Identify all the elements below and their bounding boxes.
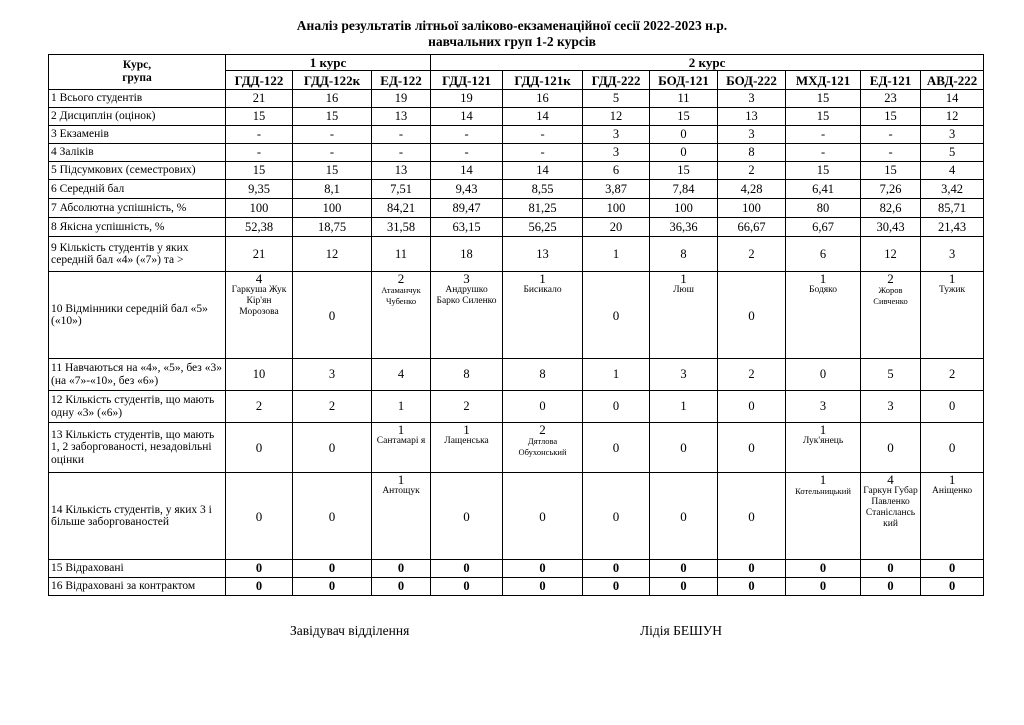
table-row [49,237,984,272]
table-cell: - [431,126,503,144]
student-count: 0 [748,307,755,323]
student-count: 0 [680,508,687,524]
table-cell [226,423,293,473]
header-group: АВД-222 [921,71,984,90]
table-cell: 3 [718,90,786,108]
table-cell: 15 [293,162,372,180]
table-row [49,218,984,237]
student-count: 0 [612,307,620,323]
table-cell: 81,25 [503,199,583,218]
table-cell [226,473,293,560]
student-names: Сантамарі я [376,436,426,446]
row-label: 6 Середній бал [49,180,226,199]
table-row [49,423,984,473]
table-cell: 0 [921,391,984,423]
student-count: 1 [948,472,956,487]
header-group: ГДД-121 [431,71,503,90]
table-cell: 31,58 [372,218,431,237]
table-cell: - [861,126,921,144]
table-cell: 6 [583,162,650,180]
table-cell: 10 [226,359,293,391]
table-cell: 0 [583,578,650,596]
table-cell: 16 [293,90,372,108]
table-cell: 0 [372,560,431,578]
student-count: 1 [819,422,827,437]
student-count: 1 [680,271,687,286]
student-count: 1 [819,472,827,487]
table-cell: 21 [226,90,293,108]
table-cell: 15 [861,162,921,180]
table-cell: 12 [583,108,650,126]
table-cell [431,272,503,359]
table-cell: 6,67 [786,218,861,237]
student-count: 0 [328,440,336,455]
table-cell: 0 [226,560,293,578]
table-cell: 13 [372,162,431,180]
table-cell: 3,87 [583,180,650,199]
student-names: Жоров Сивченко [873,285,908,306]
student-count: 0 [463,508,470,524]
table-cell: 5 [921,144,984,162]
table-cell: 12 [921,108,984,126]
table-cell [921,473,984,560]
table-cell: 19 [431,90,503,108]
table-cell: 0 [718,560,786,578]
table-cell: 56,25 [503,218,583,237]
table-cell: 0 [431,560,503,578]
table-cell: 0 [293,560,372,578]
table-cell: 4,28 [718,180,786,199]
header-corner-group: група [122,72,152,84]
table-cell: 0 [583,391,650,423]
table-cell: 12 [861,237,921,272]
table-cell: 0 [921,578,984,596]
table-cell [503,272,583,359]
table-cell: 2 [293,391,372,423]
table-cell: 0 [583,560,650,578]
table-cell: 7,51 [372,180,431,199]
table-cell [861,423,921,473]
table-cell: 15 [786,90,861,108]
table-cell: 3 [583,144,650,162]
table-cell: 3 [583,126,650,144]
table-cell: 14 [503,162,583,180]
row-label: 14 Кількість студентів, у яких 3 і більше заборгованостей [49,473,226,560]
table-cell: 3 [718,126,786,144]
table-cell: 13 [372,108,431,126]
table-cell [861,272,921,359]
table-cell: 0 [503,391,583,423]
row-label: 9 Кількість студентів у яких середній бал «4» («7») та > [49,237,226,272]
table-cell: 15 [226,162,293,180]
student-names: Бисикало [523,285,562,295]
table-cell: 4 [372,359,431,391]
table-cell: 16 [503,90,583,108]
table-row [49,391,984,423]
table-cell [786,272,861,359]
table-cell: 80 [786,199,861,218]
table-cell: 2 [921,359,984,391]
table-cell [718,272,786,359]
table-cell: - [293,144,372,162]
header-group: ЕД-121 [861,71,921,90]
table-cell [650,272,718,359]
table-cell [372,423,431,473]
table-cell: 0 [431,578,503,596]
table-cell [372,473,431,560]
table-cell [431,423,503,473]
table-cell: 8,55 [503,180,583,199]
table-cell: 0 [786,359,861,391]
table-row [49,162,984,180]
table-cell: 5 [861,359,921,391]
table-cell: 3 [786,391,861,423]
table-row [49,359,984,391]
header-group: БОД-121 [650,71,718,90]
table-cell: 8 [503,359,583,391]
row-label: 8 Якісна успішність, % [49,218,226,237]
table-cell: 8 [431,359,503,391]
table-cell: 15 [786,108,861,126]
table-cell: 0 [650,126,718,144]
header-row-courses [49,55,984,71]
table-cell: 18,75 [293,218,372,237]
table-cell: - [786,144,861,162]
student-count: 0 [328,508,336,524]
table-cell [503,473,583,560]
table-cell [503,423,583,473]
table-cell: - [503,126,583,144]
table-cell: 14 [431,108,503,126]
header-corner-course: Курс, [122,59,152,71]
table-cell [293,272,372,359]
student-count: 1 [539,271,546,286]
header-course-2: 2 курс [431,55,984,71]
student-count: 1 [948,271,956,286]
student-count: 0 [612,508,620,524]
table-cell: 13 [503,237,583,272]
student-names: Лук'янець [802,436,844,446]
student-count: 0 [887,440,894,455]
table-cell: 2 [718,162,786,180]
table-cell: 6,41 [786,180,861,199]
table-cell: 13 [718,108,786,126]
table-cell: 85,71 [921,199,984,218]
table-cell: 15 [786,162,861,180]
header-group: ГДД-222 [583,71,650,90]
table-cell: 15 [861,108,921,126]
table-cell: 100 [718,199,786,218]
table-cell: - [786,126,861,144]
row-label: 3 Екзаменів [49,126,226,144]
row-label: 5 Підсумкових (семестрових) [49,162,226,180]
student-names: Бодяко [809,285,838,295]
table-cell: - [293,126,372,144]
student-count: 2 [397,271,405,286]
table-cell: 1 [650,391,718,423]
table-cell: - [226,126,293,144]
table-cell: 21,43 [921,218,984,237]
table-cell [650,473,718,560]
table-cell: 3 [861,391,921,423]
student-count: 0 [539,508,546,524]
table-row [49,272,984,359]
row-label: 12 Кількість студентів, що мають одну «3» («6») [49,391,226,423]
table-cell: 9,43 [431,180,503,199]
header-group: ГДД-121к [503,71,583,90]
table-cell: 15 [226,108,293,126]
table-row [49,473,984,560]
table-cell: 18 [431,237,503,272]
table-cell: 63,15 [431,218,503,237]
student-names: Атаманчук Чубенко [381,285,421,306]
title-line-2: навчальних груп 1-2 курсів [428,34,596,49]
table-row [49,578,984,596]
header-group: ГДД-122 [226,71,293,90]
table-cell: 0 [861,560,921,578]
table-cell: 1 [372,391,431,423]
table-cell: 84,21 [372,199,431,218]
table-cell: 100 [293,199,372,218]
table-cell: 8,1 [293,180,372,199]
table-cell: - [372,126,431,144]
student-count: 0 [255,440,263,455]
table-cell: 0 [718,391,786,423]
header-group: МХД-121 [786,71,861,90]
table-cell: 15 [650,162,718,180]
table-cell [583,473,650,560]
table-cell: 23 [861,90,921,108]
table-cell: 0 [503,578,583,596]
table-cell [293,423,372,473]
header-corner [49,55,226,90]
table-cell [293,473,372,560]
table-cell: 100 [226,199,293,218]
student-names: Люш [673,285,694,295]
row-label: 11 Навчаються на «4», «5», без «3» (на «7»-«10», без «6») [49,359,226,391]
student-count: 1 [463,422,470,437]
table-cell: 3 [921,126,984,144]
student-count: 0 [948,440,956,455]
student-count: 1 [397,472,405,487]
table-cell: 0 [786,578,861,596]
title-line-1: Аналіз результатів літньої заліково-екзаменаційної сесії 2022-2023 н.р. [296,18,728,33]
header-group: ГДД-122к [293,71,372,90]
table-cell [583,272,650,359]
table-cell: 4 [921,162,984,180]
table-cell [921,423,984,473]
footer-signatory: Лідія БЕШУН [640,623,723,638]
header-group: ЕД-122 [372,71,431,90]
row-label: 7 Абсолютна успішність, % [49,199,226,218]
table-cell: 0 [718,578,786,596]
table-cell [650,423,718,473]
document-title [0,18,1024,50]
student-names: Котельницький [795,486,851,496]
row-label: 15 Відраховані [49,560,226,578]
table-cell: 89,47 [431,199,503,218]
table-cell: 3 [293,359,372,391]
student-count: 1 [397,422,405,437]
table-cell: 0 [650,578,718,596]
row-label: 1 Всього студентів [49,90,226,108]
table-cell: 20 [583,218,650,237]
table-cell: 0 [650,560,718,578]
table-cell: 9,35 [226,180,293,199]
table-cell [372,272,431,359]
table-cell [583,423,650,473]
student-names: Тужик [938,285,966,295]
table-row [49,108,984,126]
row-label: 16 Відраховані за контрактом [49,578,226,596]
table-cell: 100 [583,199,650,218]
student-count: 0 [328,307,336,323]
table-cell: 11 [372,237,431,272]
table-cell [921,272,984,359]
table-cell: 3 [650,359,718,391]
table-cell: 21 [226,237,293,272]
table-cell: 7,26 [861,180,921,199]
results-table [48,54,984,596]
table-cell: - [503,144,583,162]
student-count: 0 [680,440,687,455]
table-cell: 3 [921,237,984,272]
table-cell: 0 [921,560,984,578]
table-cell: 12 [293,237,372,272]
table-cell: 11 [650,90,718,108]
student-names: Лащенська [444,436,489,446]
student-count: 0 [748,440,755,455]
table-cell: 15 [293,108,372,126]
student-count: 0 [612,440,620,455]
table-cell: 100 [650,199,718,218]
footer-position: Завідувач відділення [290,623,410,638]
table-cell: 36,36 [650,218,718,237]
table-row [49,144,984,162]
table-cell: 2 [431,391,503,423]
table-cell: 7,84 [650,180,718,199]
header-group: БОД-222 [718,71,786,90]
table-cell [786,473,861,560]
row-label: 2 Дисциплін (оцінок) [49,108,226,126]
table-cell: - [226,144,293,162]
table-cell: 14 [431,162,503,180]
table-cell: 0 [861,578,921,596]
table-cell: 8 [650,237,718,272]
student-count: 4 [887,472,894,487]
student-count: 3 [463,271,470,286]
header-course-1: 1 курс [226,55,431,71]
table-cell: 5 [583,90,650,108]
table-cell: 52,38 [226,218,293,237]
student-names: Андрушко Барко Силенко [436,285,497,306]
table-cell: 6 [786,237,861,272]
table-cell: - [431,144,503,162]
student-names: Антощук [382,486,420,496]
table-row [49,90,984,108]
table-cell: 14 [921,90,984,108]
table-cell: 3,42 [921,180,984,199]
row-label: 4 Заліків [49,144,226,162]
table-cell: 0 [293,578,372,596]
table-cell: 2 [718,359,786,391]
table-cell: - [861,144,921,162]
student-names: Гаркуша Жук Кір'ян Морозова [231,285,287,317]
student-names: Аніщенко [932,486,973,496]
table-row [49,560,984,578]
table-cell: 30,43 [861,218,921,237]
table-cell: 0 [786,560,861,578]
student-count: 0 [748,508,755,524]
table-cell: 66,67 [718,218,786,237]
table-cell [226,272,293,359]
table-cell: 19 [372,90,431,108]
table-cell: 14 [503,108,583,126]
table-cell [718,423,786,473]
table-row [49,199,984,218]
row-label: 13 Кількість студентів, що мають 1, 2 заборгованості, незадовільні оцінки [49,423,226,473]
row-label: 10 Відмінники середній бал «5» («10») [49,272,226,359]
table-row [49,126,984,144]
table-row [49,180,984,199]
table-cell [861,473,921,560]
table-cell: 2 [226,391,293,423]
student-count: 1 [819,271,827,286]
student-count: 0 [255,508,263,524]
table-cell: 2 [718,237,786,272]
student-names: Гаркун Губар Павленко Станіслансь кий [863,486,918,529]
table-cell: 0 [226,578,293,596]
student-count: 2 [539,422,546,437]
student-count: 4 [255,271,263,286]
table-cell: 8 [718,144,786,162]
table-cell: - [372,144,431,162]
table-cell: 82,6 [861,199,921,218]
student-count: 2 [887,271,894,286]
table-cell: 0 [650,144,718,162]
table-cell [431,473,503,560]
table-cell: 1 [583,237,650,272]
table-cell: 0 [372,578,431,596]
table-cell [718,473,786,560]
student-names: Дятлова Обухонський [518,436,567,457]
table-cell: 1 [583,359,650,391]
table-cell: 0 [503,560,583,578]
table-cell: 15 [650,108,718,126]
table-cell [786,423,861,473]
